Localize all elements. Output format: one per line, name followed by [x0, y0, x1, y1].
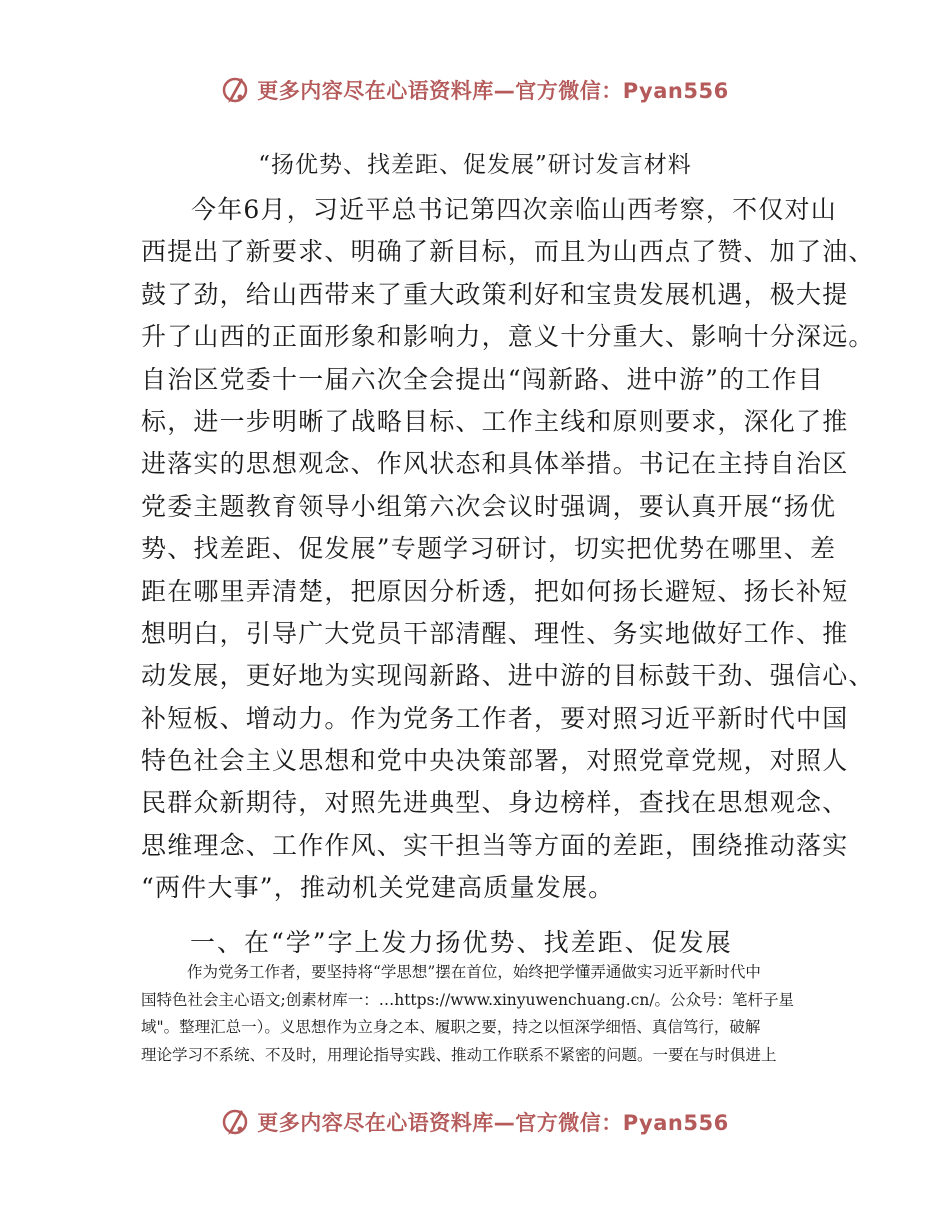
paragraph-line: 势、找差距、促发展”专题学习研讨，切实把优势在哪里、差	[141, 534, 837, 564]
pen-logo-icon	[221, 74, 251, 106]
header-watermark-banner	[0, 74, 950, 106]
paragraph-line: 进落实的思想观念、作风状态和具体举措。书记在主持自治区	[141, 449, 849, 479]
paragraph-line: 党委主题教育领导小组第六次会议时强调，要认真开展“扬优	[141, 491, 837, 521]
paragraph-line: 思维理念、工作作风、实干担当等方面的差距，围绕推动落实	[141, 830, 849, 860]
document-title: “扬优势、找差距、促发展”研讨发言材料	[258, 152, 692, 178]
watermark-text: 更多内容尽在心语资料库—官方微信：Pyan556	[257, 1111, 729, 1135]
section-paragraph	[141, 959, 831, 1069]
paragraph-line: “两件大事”，推动机关党建高质量发展。	[141, 873, 615, 903]
pen-logo-icon	[221, 1106, 251, 1138]
paragraph-line: 西提出了新要求、明确了新目标，而且为山西点了赞、加了油、	[141, 237, 875, 267]
section-heading: 一、在“学”字上发力扬优势、找差距、促发展	[190, 928, 733, 957]
paragraph-line: 特色社会主义思想和党中央决策部署，对照党章党规，对照人	[141, 746, 849, 776]
footer-watermark-banner	[0, 1106, 950, 1138]
paragraph-line: 今年6月，习近平总书记第四次亲临山西考察，不仅对山	[191, 195, 837, 224]
paragraph-line: 自治区党委十一届六次全会提出“闯新路、进中游”的工作目	[141, 364, 824, 394]
paragraph-line: 国特色社会主心语文;创素材库一：…https://www.xinyuwenchuang.cn/。公众号：笔杆子星	[141, 990, 795, 1009]
watermark-text: 更多内容尽在心语资料库—官方微信：Pyan556	[257, 79, 729, 103]
paragraph-line: 域"。整理汇总一）。义思想作为立身之本、履职之要，持之以恒深学细悟、真信笃行，破解	[141, 1018, 761, 1036]
paragraph-line: 标，进一步明晰了战略目标、工作主线和原则要求，深化了推	[141, 406, 849, 436]
paragraph-line: 民群众新期待，对照先进典型、身边榜样，查找在思想观念、	[141, 788, 849, 818]
paragraph-line: 作为党务工作者，要坚持将“学思想”摆在首位，始终把学懂弄通做实习近平新时代中	[187, 963, 761, 981]
intro-paragraph	[141, 189, 875, 910]
paragraph-line: 理论学习不系统、不及时，用理论指导实践、推动工作联系不紧密的问题。一要在与时俱进上	[141, 1045, 777, 1064]
paragraph-line: 鼓了劲，给山西带来了重大政策利好和宝贵发展机遇，极大提	[141, 279, 849, 309]
paragraph-line: 距在哪里弄清楚，把原因分析透，把如何扬长避短、扬长补短	[141, 576, 849, 606]
paragraph-line: 升了山西的正面形象和影响力，意义十分重大、影响十分深远。	[141, 322, 875, 352]
paragraph-line: 补短板、增动力。作为党务工作者，要对照习近平新时代中国	[141, 703, 849, 733]
paragraph-line: 动发展，更好地为实现闯新路、进中游的目标鼓干劲、强信心、	[141, 661, 875, 691]
paragraph-line: 想明白，引导广大党员干部清醒、理性、务实地做好工作、推	[141, 618, 849, 648]
